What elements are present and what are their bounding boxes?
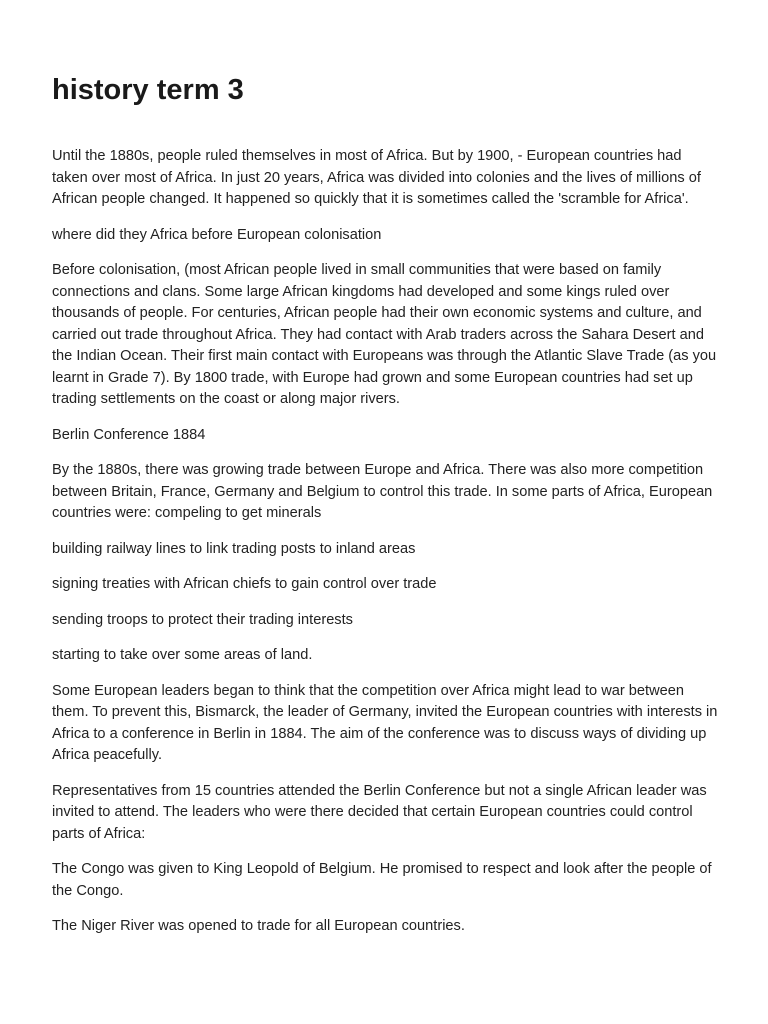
paragraph-bismarck: Some European leaders began to think that the competition over Africa might lead to war between them. To prevent this, Bismarck, the leader of Germany, invited the European countries with interests in Africa to a conference in Berlin in 1884. The aim of the conference was to discuss ways of dividing up Africa peacefully. [52, 682, 718, 763]
paragraph-congo: The Congo was given to King Leopold of Belgium. He promised to respect and look after the people of the Congo. [52, 861, 712, 899]
document-title: history term 3 [52, 74, 244, 106]
paragraph-growing-trade: By the 1880s, there was growing trade between Europe and Africa. There was also more competition between Britain, France, Germany and Belgium to control this trade. In some parts of Africa, European countries were: compeling to get minerals [52, 462, 713, 521]
paragraph-taking-land: starting to take over some areas of land. [52, 647, 313, 663]
paragraph-heading-berlin-conference: Berlin Conference 1884 [52, 426, 206, 443]
paragraph-railway-lines: building railway lines to link trading posts to inland areas [52, 540, 416, 557]
paragraph-representatives: Representatives from 15 countries attended the Berlin Conference but not a single African leader was invited to attend. The leaders who were there decided that certain European countries could control parts of Africa: [52, 782, 707, 842]
document-body [52, 146, 720, 952]
paragraph-question: where did they Africa before European colonisation [52, 226, 382, 243]
paragraph-intro: Until the 1880s, people ruled themselves in most of Africa. But by 1900, - European countries had taken over most of Africa. In just 20 years, Africa was divided into colonies and the lives of millions of African people changed. It happened so quickly that it is sometimes called the 'scramble for Africa'. [52, 148, 701, 207]
paragraph-niger-river: The Niger River was opened to trade for all European countries. [52, 918, 465, 934]
paragraph-signing-treaties: signing treaties with African chiefs to gain control over trade [52, 576, 437, 592]
paragraph-before-colonisation: Before colonisation, (most African people lived in small communities that were based on family connections and clans. Some large African kingdoms had developed and some kings ruled over thousands of people. For centuries, African people had their own economic systems and culture, and carried out trade throughout Africa. They had contact with Arab traders across the Sahara Desert and the Indian Ocean. Their first main contact with Europeans was through the Atlantic Slave Trade (as you learnt in Grade 7). By 1800 trade, with Europe had grown and some European countries had set up trading settlements on the coast or along major rivers. [52, 262, 717, 407]
paragraph-sending-troops: sending troops to protect their trading interests [52, 611, 353, 628]
